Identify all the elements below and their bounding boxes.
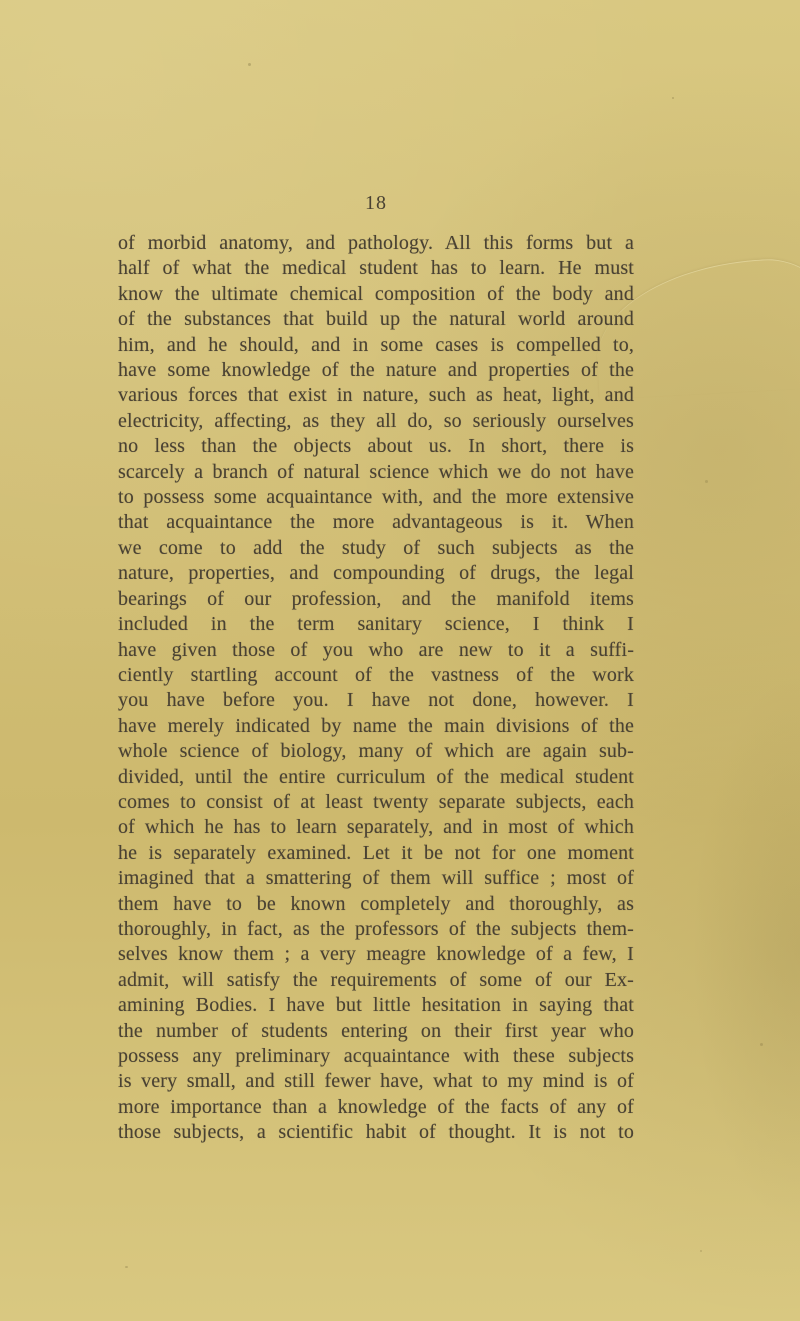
paper-speck <box>700 1250 702 1252</box>
text-line: whole science of biology, many of which are again sub- <box>118 740 634 763</box>
page-curvature-shading <box>680 640 800 1260</box>
text-line: ciently startling account of the vastness of the work <box>118 663 634 686</box>
paper-speck <box>705 480 708 483</box>
text-line: of the substances that build up the natural world around <box>118 308 634 331</box>
paper-speck <box>760 1043 763 1046</box>
page-number: 18 <box>365 192 387 214</box>
text-line: electricity, affecting, as they all do, so seriously ourselves <box>118 409 634 432</box>
text-line: admit, will satisfy the requirements of some of our Ex- <box>118 968 634 991</box>
text-line: no less than the objects about us. In short, there is <box>118 435 634 458</box>
text-line: he is separately examined. Let it be not for one moment <box>118 841 634 864</box>
text-line: possess any preliminary acquaintance with these subjects <box>118 1045 634 1067</box>
text-line: of which he has to learn separately, and in most of which <box>118 816 634 839</box>
text-line: those subjects, a scientific habit of thought. It is not to <box>118 1121 634 1144</box>
text-line: imagined that a smattering of them will suffice ; most of <box>118 867 634 890</box>
paper-speck <box>672 97 674 99</box>
text-line: him, and he should, and in some cases is compelled to, <box>118 333 634 356</box>
text-line: the number of students entering on their first year who <box>118 1019 634 1042</box>
text-line: know the ultimate chemical composition of the body and <box>118 282 634 305</box>
paper-speck <box>125 1266 128 1268</box>
text-line: selves know them ; a very meagre knowledge of a few, I <box>118 943 634 966</box>
text-line: have some knowledge of the nature and properties of the <box>118 359 634 382</box>
text-line: various forces that exist in nature, such as heat, light, and <box>118 384 634 407</box>
text-line: scarcely a branch of natural science which we do not have <box>118 460 634 483</box>
text-line: that acquaintance the more advantageous is it. When <box>118 511 634 534</box>
paper-speck <box>248 63 251 66</box>
text-line: have given those of you who are new to it a suffi- <box>118 638 634 661</box>
text-line: them have to be known completely and thoroughly, as <box>118 892 634 915</box>
text-line: is very small, and still fewer have, what to my mind is of <box>118 1070 634 1093</box>
text-line: included in the term sanitary science, I think I <box>118 613 634 636</box>
text-line: half of what the medical student has to learn. He must <box>118 257 634 280</box>
text-line: thoroughly, in fact, as the professors of the subjects them- <box>118 917 634 940</box>
text-line: amining Bodies. I have but little hesitation in saying that <box>118 994 634 1017</box>
text-line: have merely indicated by name the main divisions of the <box>118 714 634 737</box>
text-line: you have before you. I have not done, however. I <box>118 689 634 712</box>
text-line: of morbid anatomy, and pathology. All this forms but a <box>118 232 634 254</box>
text-line: more importance than a knowledge of the facts of any of <box>118 1095 634 1118</box>
page-body-text <box>118 231 634 1146</box>
text-line: bearings of our profession, and the manifold items <box>118 587 634 610</box>
text-line: comes to consist of at least twenty separate subjects, each <box>118 790 634 813</box>
text-line: to possess some acquaintance with, and the more extensive <box>118 486 634 509</box>
text-line: nature, properties, and compounding of drugs, the legal <box>118 562 634 585</box>
text-line: we come to add the study of such subjects as the <box>118 536 634 559</box>
text-line: divided, until the entire curriculum of the medical student <box>118 765 634 788</box>
